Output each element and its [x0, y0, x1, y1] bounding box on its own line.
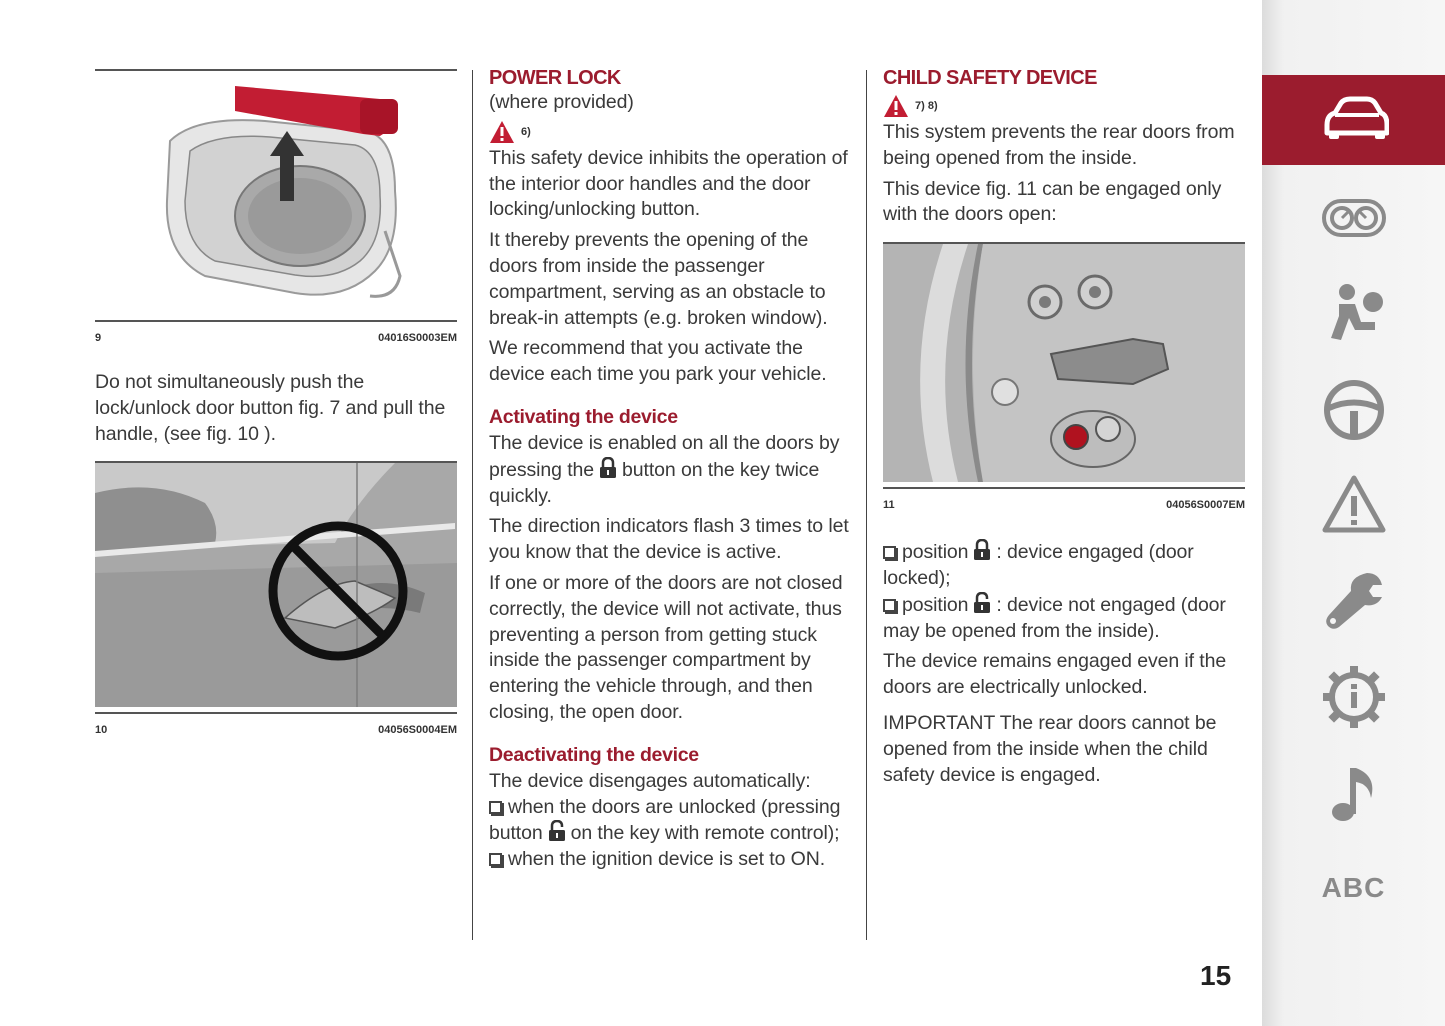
figure-note-paragraph: Do not simultaneously push the lock/unlock door button fig. 7 and pull the handle, (see fig. 10 ). [95, 371, 446, 445]
paragraph: It thereby prevents the opening of the doors from inside the passenger compartment, serving as an obstacle to break-in attempts (e.g. broken window). [489, 229, 828, 329]
column-right [883, 66, 1245, 793]
deactivating-intro: The device disengages automatically: [489, 769, 811, 792]
warning-ref-number: 7) 8) [915, 100, 938, 112]
warning-reference [883, 94, 1245, 118]
important-note: IMPORTANT The rear doors cannot be opened from the inside when the child safety device is engaged. [883, 711, 1217, 786]
door-handle-prohibited-figure [95, 463, 457, 707]
deactivating-heading: Deactivating the device [489, 743, 699, 766]
list-item [489, 795, 851, 848]
column-divider [866, 70, 867, 940]
warning-triangle-icon [883, 94, 909, 118]
figure-9-caption [95, 332, 457, 344]
warning-reference [489, 120, 851, 144]
sidebar-item-driving[interactable] [1262, 365, 1445, 455]
column-middle [489, 66, 851, 873]
lock-closed-icon [972, 539, 992, 561]
section-title: CHILD SAFETY DEVICE [883, 67, 1097, 89]
text-fragment: position [902, 593, 969, 616]
bullet-box-icon [883, 546, 896, 559]
figure-code: 04056S0007EM [1166, 499, 1245, 512]
dashboard-icon [1319, 183, 1389, 253]
figure-code: 04016S0003EM [378, 332, 457, 344]
bullet-box-icon [489, 801, 502, 814]
sidebar-item-car[interactable] [1262, 75, 1445, 165]
warning-triangle-icon [489, 120, 515, 144]
text-fragment: when the doors are unlocked (pressing button [489, 795, 841, 845]
column-divider [472, 70, 473, 940]
column-left [95, 66, 457, 736]
figure-code: 04056S0004EM [378, 724, 457, 737]
figure-11-caption [883, 499, 1245, 511]
paragraph: This device fig. 11 can be engaged only with the doors open: [883, 177, 1222, 226]
paragraph: This system prevents the rear doors from being opened from the inside. [883, 121, 1235, 169]
paragraph: The direction indicators flash 3 times to let you know that the device is active. [489, 515, 849, 564]
bullet-box-icon [883, 599, 896, 612]
text-fragment: : device not engaged (door may be opened from the inside). [883, 593, 1226, 642]
sidebar-item-dashboard[interactable] [1262, 173, 1445, 263]
text-fragment: button on the key twice quickly. [489, 458, 820, 507]
chapter-sidebar [1262, 0, 1445, 1026]
paragraph: The device remains engaged even if the doors are electrically unlocked. [883, 650, 1227, 699]
sidebar-item-multimedia[interactable] [1262, 748, 1445, 838]
sidebar-item-technical-data[interactable] [1262, 652, 1445, 742]
sidebar-item-emergency[interactable] [1262, 460, 1445, 550]
list-item [883, 592, 1245, 645]
paragraph: We recommend that you activate the device each time you park your vehicle. [489, 337, 827, 386]
sidebar-item-index[interactable] [1262, 843, 1445, 933]
warning-icon [1319, 470, 1389, 540]
text-fragment: : device engaged (door locked); [883, 541, 1194, 589]
figure-10-caption [95, 724, 457, 736]
figure-number: 9 [95, 332, 102, 344]
sidebar-item-safety[interactable] [1262, 268, 1445, 358]
page-number: 15 [1200, 960, 1232, 991]
figure-number: 10 [95, 724, 108, 737]
airbag-icon [1319, 278, 1389, 348]
text-fragment: on the key with remote control); [570, 822, 840, 845]
lock-closed-icon [598, 457, 618, 479]
list-item [489, 847, 851, 873]
figure-bottom-rule [95, 320, 457, 322]
text-fragment: when the ignition device is set to ON. [508, 848, 826, 871]
car-icon [1319, 85, 1389, 155]
text-fragment: position [902, 541, 969, 564]
key-fob-figure [95, 71, 457, 315]
figure-bottom-rule [883, 487, 1245, 489]
paragraph: If one or more of the doors are not closed correctly, the device will not activate, thus preventing a person from getting stuck inside the passenger compartment by entering the vehicle through, and then closing, the open door. [489, 571, 843, 723]
steering-wheel-icon [1319, 375, 1389, 445]
figure-bottom-rule [95, 712, 457, 714]
section-title: POWER LOCK [489, 67, 621, 89]
child-lock-figure [883, 244, 1245, 482]
info-gear-icon [1319, 662, 1389, 732]
section-subtitle: (where provided) [489, 91, 634, 113]
music-note-icon [1319, 758, 1389, 828]
figure-number: 11 [883, 499, 895, 512]
activating-paragraph [489, 431, 851, 509]
lock-open-icon [972, 592, 992, 614]
text-fragment: The device is enabled on all the doors by pressing the [489, 431, 840, 481]
paragraph: This safety device inhibits the operation of the interior door handles and the door locking/unlocking button. [489, 146, 848, 221]
sidebar-item-maintenance[interactable] [1262, 555, 1445, 645]
index-label: ABC [1321, 872, 1386, 903]
warning-ref-number: 6) [521, 125, 531, 138]
activating-heading: Activating the device [489, 405, 678, 428]
wrench-icon [1319, 565, 1389, 635]
lock-open-icon [547, 820, 567, 842]
bullet-box-icon [489, 853, 502, 866]
list-item [883, 539, 1245, 592]
